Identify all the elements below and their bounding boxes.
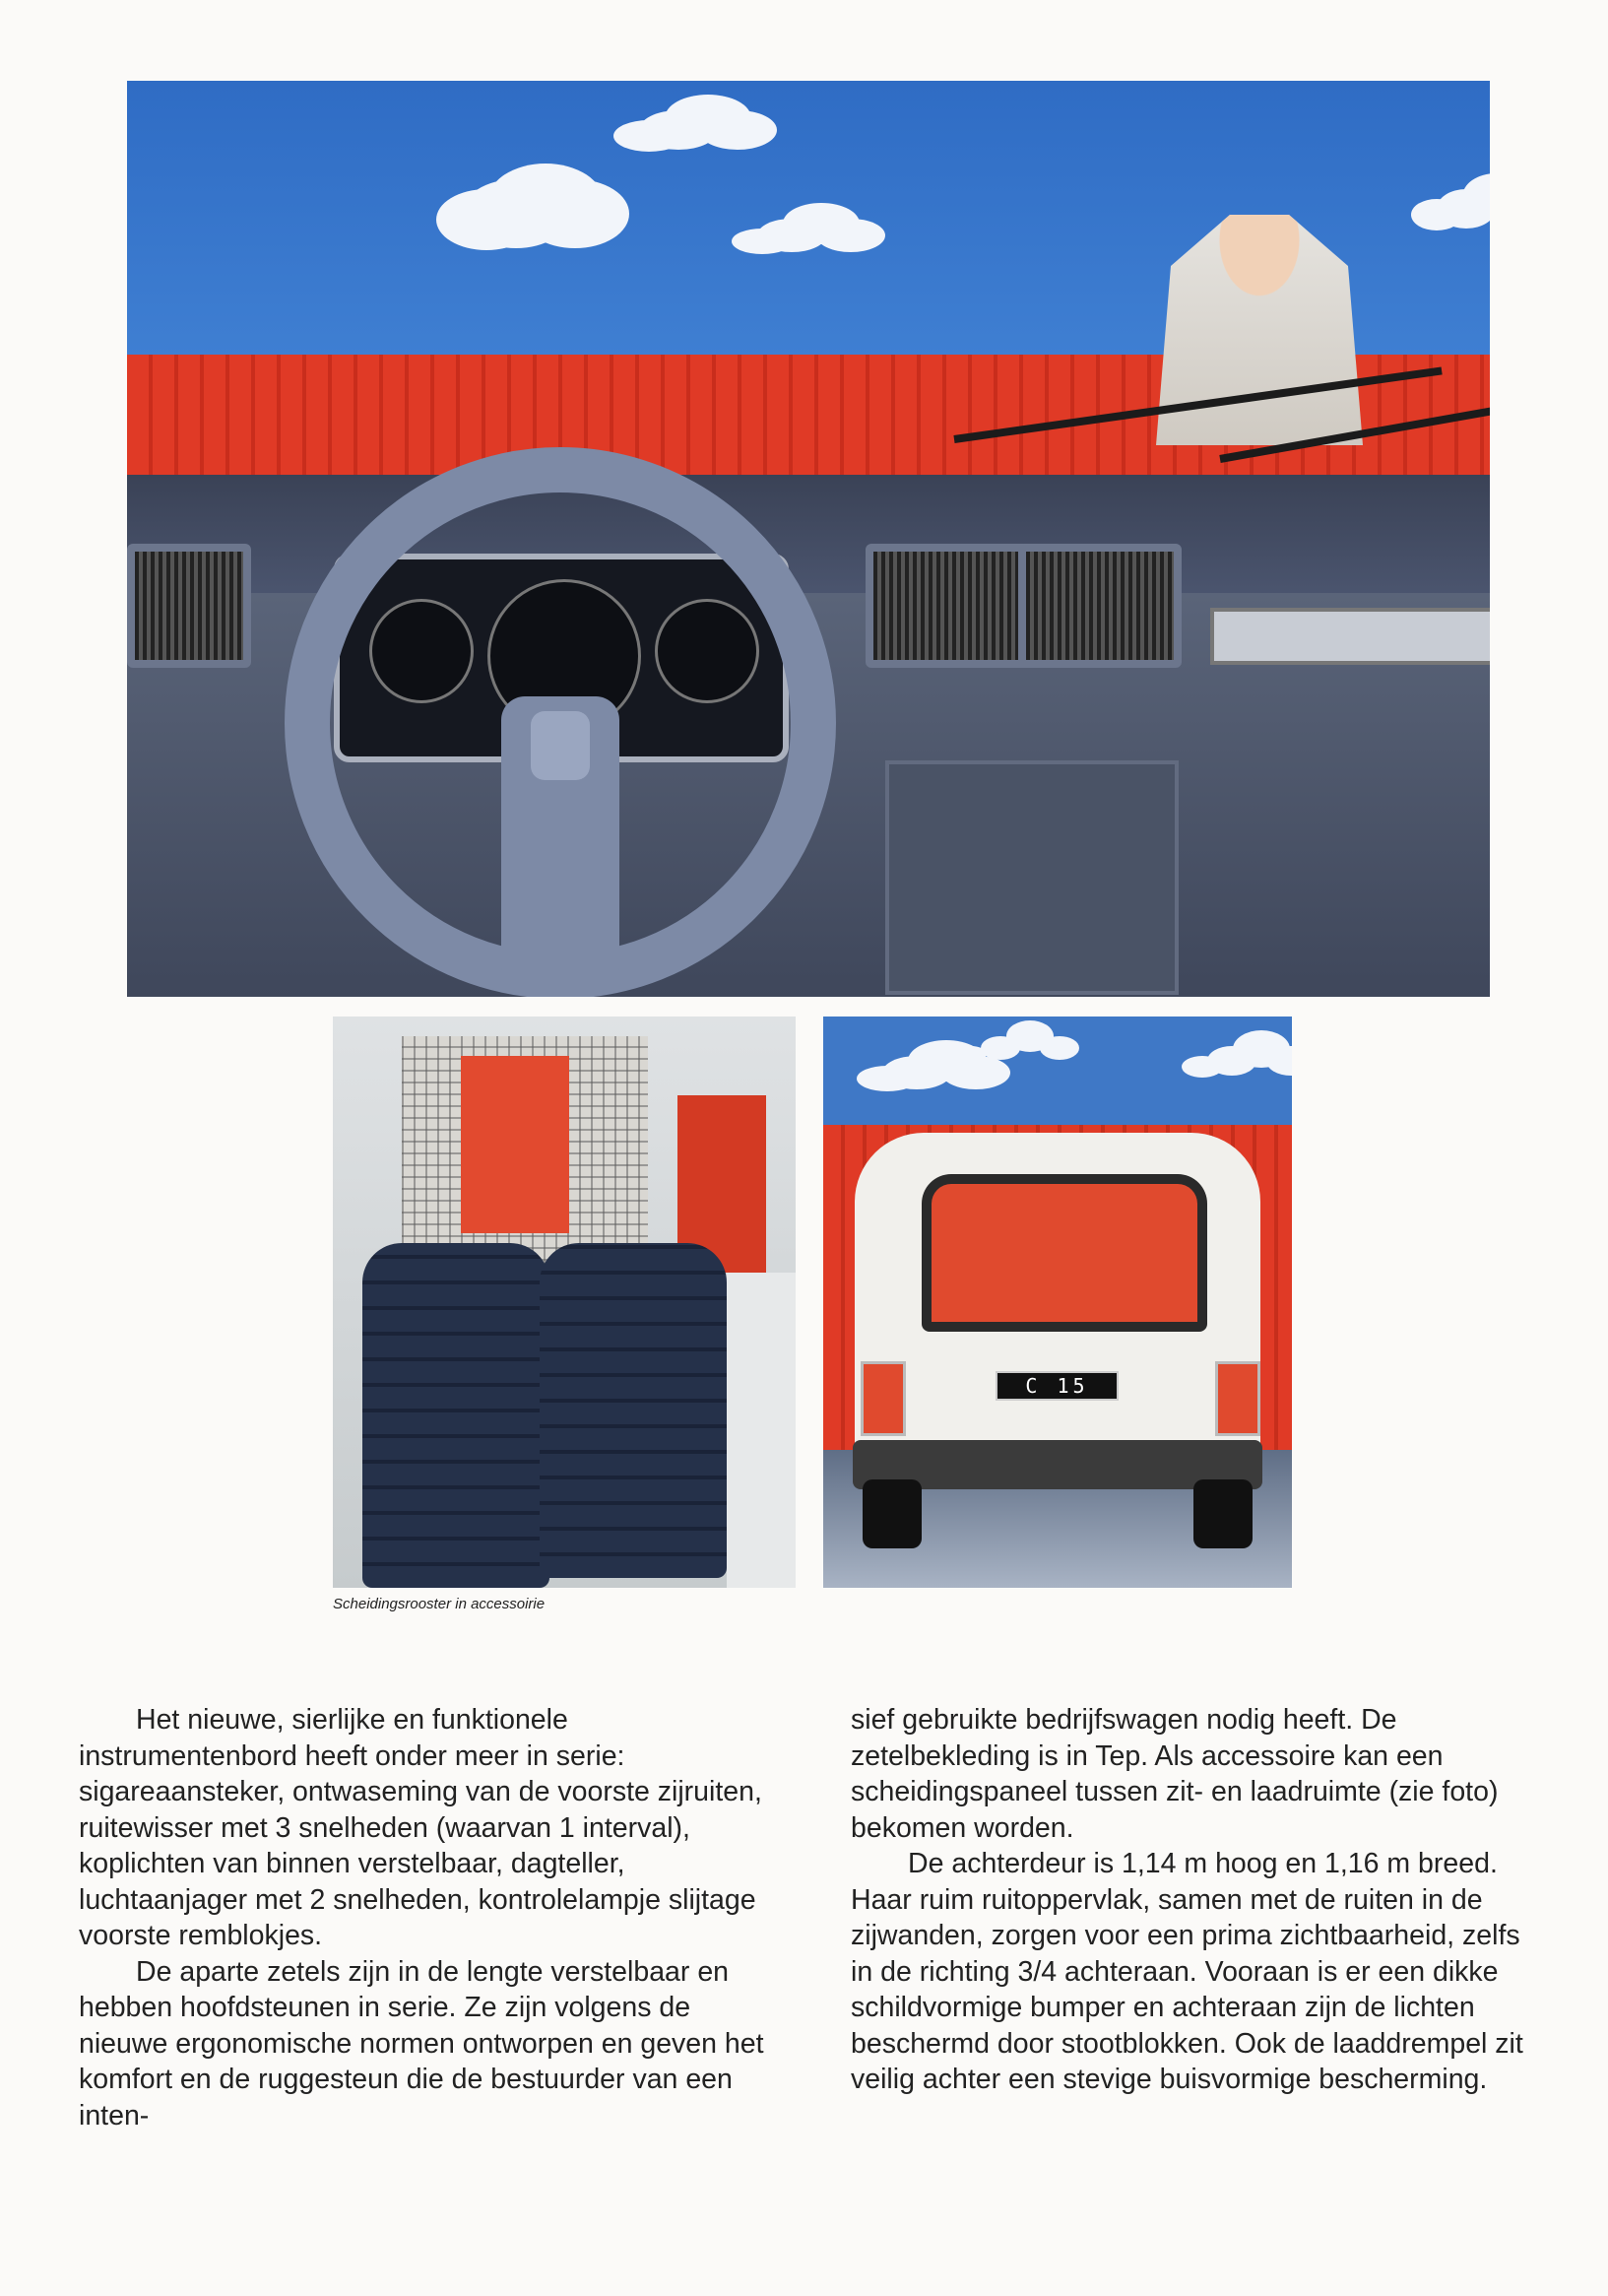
- wheel-left: [863, 1479, 922, 1548]
- van-rear-window: [922, 1174, 1207, 1332]
- paragraph: De achterdeur is 1,14 m hoog en 1,16 m breed. Haar ruim ruitoppervlak, samen met de ruiten in de zijwanden, zorgen voor een prima zichtbaarheid, zelfs in de richting 3/4 achteraan. Vooraan is er een dikke schildvormige bumper en achteraan zijn de lichten beschermd door stootblokken. Ook de laaddrempel zit veilig achter een stevige buisvormige bescherming.: [851, 1848, 1523, 2095]
- door-panel: [727, 1273, 796, 1588]
- cloud: [882, 1056, 951, 1089]
- paragraph: De aparte zetels zijn in de lengte verstelbaar en hebben hoofdsteunen in serie. Ze zijn volgens de nieuwe ergonomische normen ontworpen en geven het komfort en de ruggesteun die de bestuurder van een inten-: [79, 1955, 764, 2132]
- text-column-left: [79, 1702, 768, 2133]
- center-vent: [866, 544, 1029, 668]
- cloud: [462, 179, 570, 248]
- license-plate: C 15: [996, 1371, 1119, 1401]
- left-vent: [127, 544, 251, 668]
- radio-console: [885, 760, 1179, 995]
- dashboard-photo: [127, 81, 1490, 997]
- cloud: [1207, 1046, 1256, 1076]
- van-photo: [823, 1017, 1292, 1588]
- seat-right: [540, 1243, 727, 1578]
- steering-wheel-pad: [531, 711, 590, 780]
- seats-photo: [333, 1017, 796, 1588]
- cloud: [639, 110, 718, 150]
- rear-window: [461, 1056, 569, 1233]
- seats-caption: Scheidingsrooster in accessoirie: [333, 1596, 546, 1612]
- tail-light-right: [1215, 1361, 1260, 1436]
- cloud: [757, 219, 826, 252]
- cloud: [981, 1036, 1020, 1060]
- text-column-right: [851, 1702, 1540, 2098]
- paragraph: sief gebruikte bedrijfswagen nodig heeft. De zetelbekleding is in Tep. Als accessoire kan een scheidingspaneel tussen zit- en laadruimte (zie foto) bekomen worden.: [851, 1704, 1499, 1844]
- glovebox-trim: [1210, 608, 1490, 665]
- center-vent: [1018, 544, 1182, 668]
- tail-light-left: [861, 1361, 906, 1436]
- cloud: [1437, 189, 1490, 229]
- seat-left: [362, 1243, 549, 1588]
- paragraph: Het nieuwe, sierlijke en funktionele instrumentenbord heeft onder meer in serie: sigareaansteker, ontwaseming van de voorste zijruiten, ruitewisser met 3 snelheden (waarvan 1 interval), koplichten van binnen verstelbaar, dagteller, luchtaanjager met 2 snelheden, kontrolelampje slijtage voorste remblokjes.: [79, 1704, 762, 1951]
- wheel-right: [1193, 1479, 1253, 1548]
